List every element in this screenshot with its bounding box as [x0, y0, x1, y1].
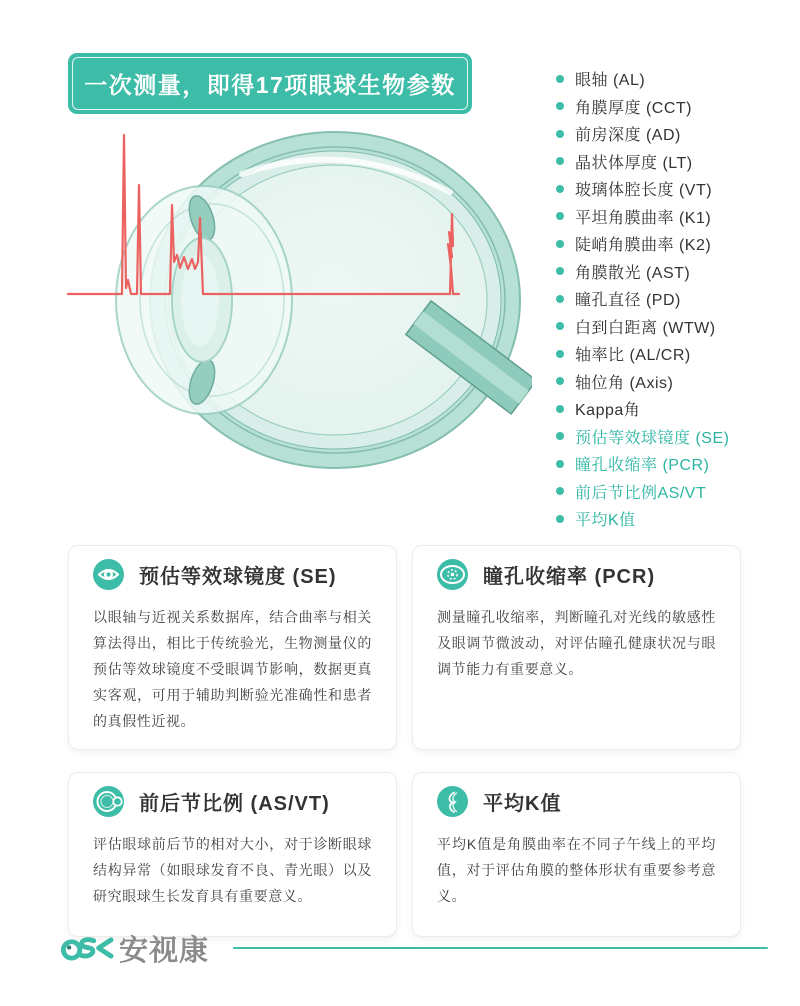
parameter-item — [556, 230, 729, 258]
eye-section-icon — [93, 786, 124, 817]
bullet-dot — [556, 405, 564, 413]
parameter-label: 瞳孔收缩率 (PCR) — [575, 457, 710, 475]
bullet-dot — [556, 515, 564, 523]
bullet-dot — [556, 432, 564, 440]
parameter-label: 晶状体厚度 (LT) — [575, 154, 693, 172]
card-title: 瞳孔收缩率 (PCR) — [483, 566, 656, 588]
parameter-label: 前后节比例AS/VT — [575, 484, 707, 502]
card-title: 前后节比例 (AS/VT) — [139, 793, 330, 815]
parameter-label: 平坦角膜曲率 (K1) — [575, 209, 712, 227]
parameter-item — [556, 148, 729, 176]
card-body: 平均K值是角膜曲率在不同子午线上的平均值，对于评估角膜的整体形状有重要参考意义。 — [437, 836, 716, 904]
headline-banner — [68, 53, 472, 114]
parameter-label: 角膜厚度 (CCT) — [575, 99, 692, 117]
parameter-item — [556, 175, 729, 203]
parameter-label: 轴率比 (AL/CR) — [575, 347, 691, 365]
parameter-label: 角膜散光 (AST) — [575, 264, 691, 282]
parameter-item — [556, 505, 729, 533]
bullet-dot — [556, 185, 564, 193]
bullet-dot — [556, 157, 564, 165]
bullet-dot — [556, 130, 564, 138]
eye-cross-section-svg — [52, 112, 532, 544]
card-avgk — [412, 772, 741, 937]
card-pcr — [412, 545, 741, 750]
parameter-label: 白到白距离 (WTW) — [575, 319, 716, 337]
brand-name: 安视康 — [119, 934, 210, 967]
k-curve-icon — [437, 786, 468, 817]
parameter-item — [556, 313, 729, 341]
parameter-label: 瞳孔直径 (PD) — [575, 292, 681, 310]
card-title: 预估等效球镜度 (SE) — [139, 566, 337, 588]
footer — [60, 926, 770, 970]
card-body: 以眼轴与近视关系数据库，结合曲率与相关算法得出，相比于传统验光，生物测量仪的预估等效球镜度不受眼调节影响，数据更真实客观，可用于辅助判断验光准确性和患者的真假性近视。 — [93, 609, 372, 729]
parameter-label: Kappa角 — [575, 402, 641, 420]
parameter-item — [556, 93, 729, 121]
card-se — [68, 545, 397, 750]
parameter-item — [556, 450, 729, 478]
bullet-dot — [556, 240, 564, 248]
parameter-item — [556, 340, 729, 368]
bullet-dot — [556, 212, 564, 220]
bullet-dot — [556, 102, 564, 110]
feature-cards — [68, 545, 741, 937]
card-title: 平均K值 — [483, 793, 562, 815]
bullet-dot — [556, 460, 564, 468]
card-body: 评估眼球前后节的相对大小，对于诊断眼球结构异常（如眼球发育不良、青光眼）以及研究眼球生长发育具有重要意义。 — [93, 836, 372, 904]
bullet-dot — [556, 322, 564, 330]
bullet-dot — [556, 487, 564, 495]
bullet-dot — [556, 350, 564, 358]
banner-title: 一次测量，即得17项眼球生物参数 — [84, 72, 456, 98]
parameter-item — [556, 395, 729, 423]
parameter-label: 陡峭角膜曲率 (K2) — [575, 237, 712, 255]
footer-divider-line — [233, 947, 768, 950]
parameter-label: 预估等效球镜度 (SE) — [575, 429, 730, 447]
parameter-item — [556, 203, 729, 231]
parameter-item — [556, 285, 729, 313]
parameter-label: 眼轴 (AL) — [575, 72, 646, 90]
parameter-item — [556, 368, 729, 396]
parameter-item — [556, 423, 729, 451]
parameter-list — [556, 65, 729, 533]
parameter-label: 玻璃体腔长度 (VT) — [575, 182, 713, 200]
parameter-item — [556, 258, 729, 286]
parameter-item — [556, 478, 729, 506]
pupil-icon — [437, 559, 468, 590]
ask-logo-icon — [60, 931, 114, 965]
card-header — [437, 559, 716, 590]
card-header — [437, 786, 716, 817]
eye-icon — [93, 559, 124, 590]
card-header — [93, 786, 372, 817]
card-asvt — [68, 772, 397, 937]
card-header — [93, 559, 372, 590]
parameter-item — [556, 120, 729, 148]
eye-illustration — [52, 112, 532, 544]
bullet-dot — [556, 75, 564, 83]
bullet-dot — [556, 377, 564, 385]
parameter-label: 轴位角 (Axis) — [575, 374, 674, 392]
parameter-label: 前房深度 (AD) — [575, 127, 681, 145]
bullet-dot — [556, 295, 564, 303]
bullet-dot — [556, 267, 564, 275]
parameter-item — [556, 65, 729, 93]
parameter-label: 平均K值 — [575, 512, 636, 530]
card-body: 测量瞳孔收缩率，判断瞳孔对光线的敏感性及眼调节微波动，对评估瞳孔健康状况与眼调节能力有重要意义。 — [437, 609, 716, 677]
